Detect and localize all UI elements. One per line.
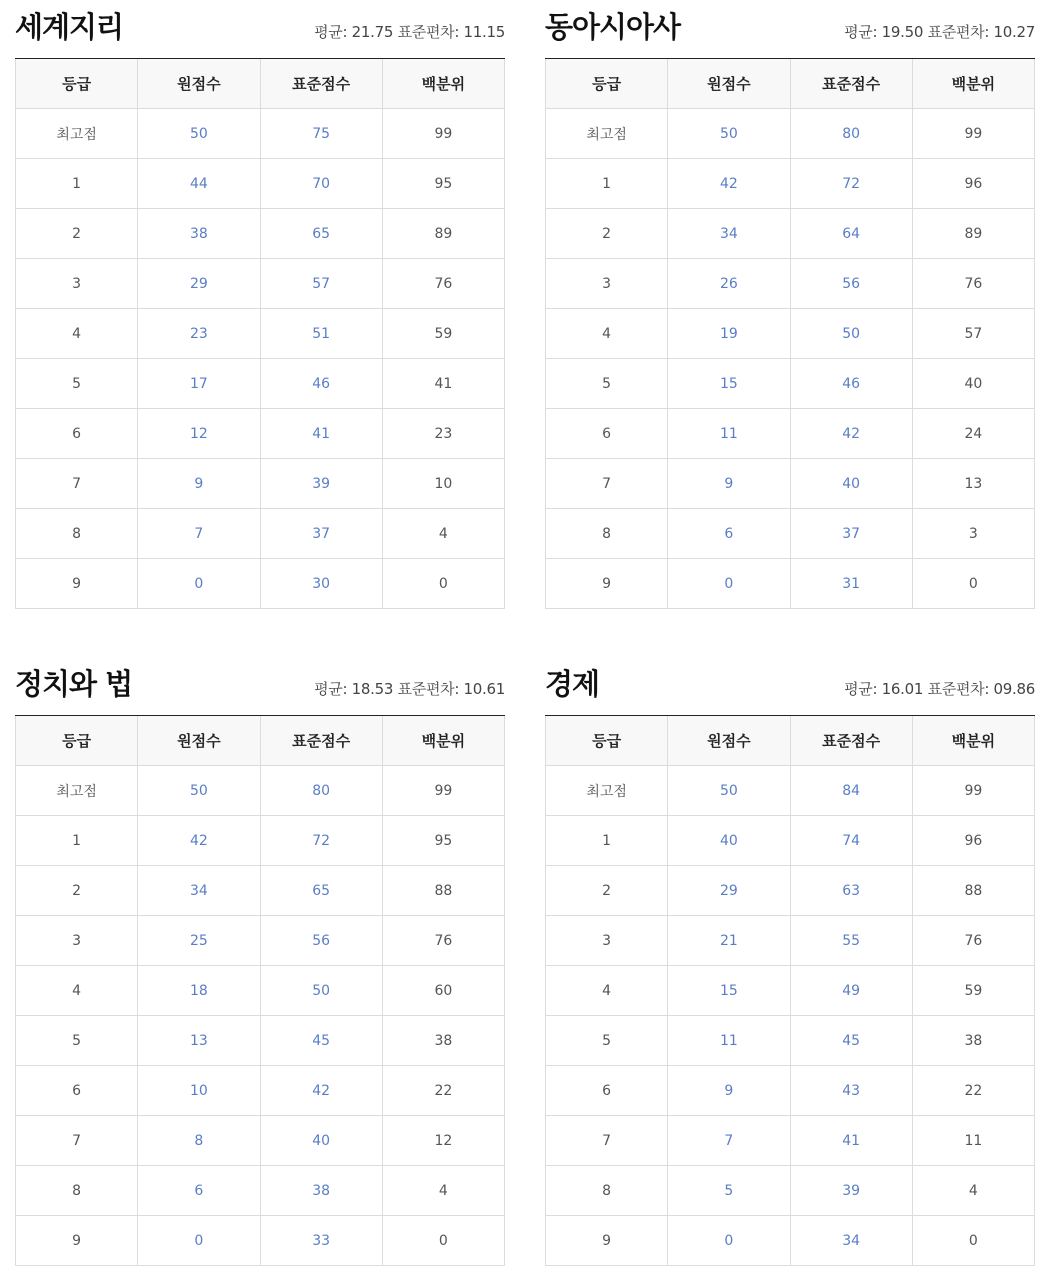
grade-table <box>545 59 1035 609</box>
grade-section-politics-and-law <box>15 657 505 1266</box>
table-row <box>546 209 1035 259</box>
table-row <box>16 1016 505 1066</box>
standard-score-cell: 45 <box>260 1016 382 1066</box>
percentile-cell: 99 <box>382 109 504 159</box>
standard-score-cell: 75 <box>260 109 382 159</box>
percentile-cell: 41 <box>382 359 504 409</box>
raw-score-cell: 11 <box>668 1016 790 1066</box>
grade-table <box>15 59 505 609</box>
raw-score-cell: 5 <box>668 1166 790 1216</box>
percentile-cell: 76 <box>912 916 1034 966</box>
raw-score-cell: 38 <box>138 209 260 259</box>
raw-score-cell: 6 <box>668 509 790 559</box>
standard-score-cell: 55 <box>790 916 912 966</box>
grade-cell: 6 <box>546 409 668 459</box>
grade-cell: 4 <box>546 309 668 359</box>
grade-cell: 9 <box>546 1216 668 1266</box>
table-row <box>16 1116 505 1166</box>
standard-score-cell: 63 <box>790 866 912 916</box>
table-row <box>546 409 1035 459</box>
table-row <box>546 559 1035 609</box>
section-title: 동아시아사 <box>545 10 681 44</box>
grade-cell: 2 <box>16 209 138 259</box>
raw-score-cell: 42 <box>668 159 790 209</box>
standard-score-cell: 65 <box>260 209 382 259</box>
table-header-row <box>546 716 1035 766</box>
grade-cell: 최고점 <box>16 109 138 159</box>
header-raw-score: 원점수 <box>138 59 260 109</box>
percentile-cell: 40 <box>912 359 1034 409</box>
percentile-cell: 24 <box>912 409 1034 459</box>
percentile-cell: 4 <box>912 1166 1034 1216</box>
table-row <box>16 766 505 816</box>
percentile-cell: 60 <box>382 966 504 1016</box>
raw-score-cell: 8 <box>138 1116 260 1166</box>
standard-score-cell: 42 <box>790 409 912 459</box>
standard-score-cell: 38 <box>260 1166 382 1216</box>
standard-score-cell: 42 <box>260 1066 382 1116</box>
table-header-row <box>16 59 505 109</box>
grade-section-east-asian-history <box>545 0 1035 609</box>
percentile-cell: 38 <box>382 1016 504 1066</box>
table-row <box>546 866 1035 916</box>
header-percentile: 백분위 <box>912 59 1034 109</box>
table-body <box>546 766 1035 1266</box>
grade-cell: 2 <box>546 866 668 916</box>
raw-score-cell: 21 <box>668 916 790 966</box>
header-standard-score: 표준점수 <box>790 59 912 109</box>
raw-score-cell: 19 <box>668 309 790 359</box>
table-row <box>16 866 505 916</box>
percentile-cell: 99 <box>382 766 504 816</box>
raw-score-cell: 44 <box>138 159 260 209</box>
table-header-row <box>546 59 1035 109</box>
grade-cell: 4 <box>16 309 138 359</box>
grade-cell: 1 <box>546 159 668 209</box>
raw-score-cell: 9 <box>138 459 260 509</box>
table-row <box>16 209 505 259</box>
header-raw-score: 원점수 <box>138 716 260 766</box>
grade-cell: 9 <box>546 559 668 609</box>
table-row <box>16 259 505 309</box>
raw-score-cell: 10 <box>138 1066 260 1116</box>
table-row <box>546 259 1035 309</box>
raw-score-cell: 15 <box>668 966 790 1016</box>
standard-score-cell: 70 <box>260 159 382 209</box>
standard-score-cell: 49 <box>790 966 912 1016</box>
standard-score-cell: 64 <box>790 209 912 259</box>
table-row <box>546 1016 1035 1066</box>
percentile-cell: 0 <box>382 1216 504 1266</box>
percentile-cell: 0 <box>912 559 1034 609</box>
grade-cell: 5 <box>16 359 138 409</box>
grade-cell: 3 <box>546 259 668 309</box>
standard-score-cell: 33 <box>260 1216 382 1266</box>
table-row <box>16 359 505 409</box>
percentile-cell: 0 <box>382 559 504 609</box>
grade-cell: 1 <box>16 816 138 866</box>
standard-score-cell: 51 <box>260 309 382 359</box>
standard-score-cell: 39 <box>260 459 382 509</box>
header-percentile: 백분위 <box>382 59 504 109</box>
table-header-row <box>16 716 505 766</box>
grade-cell: 4 <box>16 966 138 1016</box>
percentile-cell: 96 <box>912 159 1034 209</box>
grade-cell: 8 <box>546 1166 668 1216</box>
grade-cell: 5 <box>16 1016 138 1066</box>
grade-cell: 최고점 <box>546 766 668 816</box>
grade-cell: 7 <box>16 459 138 509</box>
table-row <box>16 816 505 866</box>
standard-score-cell: 37 <box>790 509 912 559</box>
standard-score-cell: 80 <box>790 109 912 159</box>
grade-cell: 9 <box>16 559 138 609</box>
standard-score-cell: 31 <box>790 559 912 609</box>
section-header <box>545 657 1035 716</box>
raw-score-cell: 50 <box>138 766 260 816</box>
percentile-cell: 12 <box>382 1116 504 1166</box>
raw-score-cell: 7 <box>138 509 260 559</box>
percentile-cell: 96 <box>912 816 1034 866</box>
header-grade: 등급 <box>546 59 668 109</box>
section-stats: 평균: 16.01 표준편차: 09.86 <box>844 680 1035 698</box>
table-row <box>546 309 1035 359</box>
standard-score-cell: 45 <box>790 1016 912 1066</box>
header-raw-score: 원점수 <box>668 716 790 766</box>
grade-section-economics <box>545 657 1035 1266</box>
table-row <box>546 816 1035 866</box>
table-row <box>546 109 1035 159</box>
table-row <box>546 1066 1035 1116</box>
table-row <box>546 359 1035 409</box>
standard-score-cell: 50 <box>790 309 912 359</box>
table-row <box>546 1216 1035 1266</box>
grade-cell: 8 <box>546 509 668 559</box>
raw-score-cell: 15 <box>668 359 790 409</box>
grade-table <box>15 716 505 1266</box>
grade-cell: 2 <box>16 866 138 916</box>
raw-score-cell: 34 <box>668 209 790 259</box>
raw-score-cell: 25 <box>138 916 260 966</box>
header-grade: 등급 <box>16 59 138 109</box>
table-row <box>546 1116 1035 1166</box>
raw-score-cell: 0 <box>138 559 260 609</box>
header-raw-score: 원점수 <box>668 59 790 109</box>
standard-score-cell: 72 <box>260 816 382 866</box>
table-row <box>16 559 505 609</box>
standard-score-cell: 57 <box>260 259 382 309</box>
percentile-cell: 76 <box>382 259 504 309</box>
table-row <box>16 409 505 459</box>
grade-cell: 8 <box>16 1166 138 1216</box>
standard-score-cell: 72 <box>790 159 912 209</box>
percentile-cell: 11 <box>912 1116 1034 1166</box>
percentile-cell: 22 <box>912 1066 1034 1116</box>
grade-cell: 7 <box>546 459 668 509</box>
table-row <box>546 509 1035 559</box>
standard-score-cell: 37 <box>260 509 382 559</box>
table-row <box>16 509 505 559</box>
table-row <box>546 459 1035 509</box>
grade-cell: 7 <box>546 1116 668 1166</box>
raw-score-cell: 34 <box>138 866 260 916</box>
raw-score-cell: 6 <box>138 1166 260 1216</box>
standard-score-cell: 46 <box>260 359 382 409</box>
standard-score-cell: 41 <box>260 409 382 459</box>
section-header <box>15 0 505 59</box>
grade-cell: 2 <box>546 209 668 259</box>
grade-cell: 6 <box>16 1066 138 1116</box>
table-row <box>16 1216 505 1266</box>
grade-cell: 4 <box>546 966 668 1016</box>
standard-score-cell: 74 <box>790 816 912 866</box>
grade-cell: 8 <box>16 509 138 559</box>
section-header <box>545 0 1035 59</box>
raw-score-cell: 50 <box>668 109 790 159</box>
section-title: 세계지리 <box>15 10 124 44</box>
grade-cell: 3 <box>546 916 668 966</box>
table-row <box>546 766 1035 816</box>
section-title: 경제 <box>545 667 600 701</box>
percentile-cell: 23 <box>382 409 504 459</box>
standard-score-cell: 40 <box>260 1116 382 1166</box>
percentile-cell: 95 <box>382 816 504 866</box>
grade-cell: 1 <box>546 816 668 866</box>
raw-score-cell: 40 <box>668 816 790 866</box>
raw-score-cell: 12 <box>138 409 260 459</box>
table-row <box>16 1066 505 1116</box>
raw-score-cell: 18 <box>138 966 260 1016</box>
standard-score-cell: 39 <box>790 1166 912 1216</box>
percentile-cell: 4 <box>382 509 504 559</box>
grade-cell: 최고점 <box>546 109 668 159</box>
table-row <box>16 966 505 1016</box>
raw-score-cell: 13 <box>138 1016 260 1066</box>
raw-score-cell: 17 <box>138 359 260 409</box>
raw-score-cell: 0 <box>668 559 790 609</box>
section-stats: 평균: 21.75 표준편차: 11.15 <box>314 23 505 41</box>
grade-cell: 1 <box>16 159 138 209</box>
raw-score-cell: 0 <box>668 1216 790 1266</box>
table-row <box>16 309 505 359</box>
header-grade: 등급 <box>16 716 138 766</box>
grade-cell: 6 <box>546 1066 668 1116</box>
raw-score-cell: 29 <box>668 866 790 916</box>
grade-cell: 3 <box>16 916 138 966</box>
percentile-cell: 4 <box>382 1166 504 1216</box>
raw-score-cell: 23 <box>138 309 260 359</box>
percentile-cell: 59 <box>912 966 1034 1016</box>
grade-cell: 5 <box>546 1016 668 1066</box>
header-standard-score: 표준점수 <box>260 716 382 766</box>
raw-score-cell: 42 <box>138 816 260 866</box>
raw-score-cell: 9 <box>668 1066 790 1116</box>
percentile-cell: 59 <box>382 309 504 359</box>
standard-score-cell: 30 <box>260 559 382 609</box>
percentile-cell: 89 <box>382 209 504 259</box>
grade-cell: 5 <box>546 359 668 409</box>
percentile-cell: 57 <box>912 309 1034 359</box>
header-percentile: 백분위 <box>382 716 504 766</box>
header-standard-score: 표준점수 <box>260 59 382 109</box>
grade-cell: 9 <box>16 1216 138 1266</box>
table-body <box>546 109 1035 609</box>
percentile-cell: 10 <box>382 459 504 509</box>
standard-score-cell: 43 <box>790 1066 912 1116</box>
standard-score-cell: 56 <box>790 259 912 309</box>
percentile-cell: 76 <box>912 259 1034 309</box>
percentile-cell: 22 <box>382 1066 504 1116</box>
percentile-cell: 76 <box>382 916 504 966</box>
raw-score-cell: 29 <box>138 259 260 309</box>
table-row <box>546 916 1035 966</box>
standard-score-cell: 40 <box>790 459 912 509</box>
raw-score-cell: 50 <box>138 109 260 159</box>
raw-score-cell: 26 <box>668 259 790 309</box>
grade-cell: 최고점 <box>16 766 138 816</box>
raw-score-cell: 0 <box>138 1216 260 1266</box>
raw-score-cell: 11 <box>668 409 790 459</box>
table-body <box>16 109 505 609</box>
percentile-cell: 3 <box>912 509 1034 559</box>
percentile-cell: 95 <box>382 159 504 209</box>
table-row <box>16 159 505 209</box>
raw-score-cell: 50 <box>668 766 790 816</box>
grade-section-world-geography <box>15 0 505 609</box>
standard-score-cell: 56 <box>260 916 382 966</box>
percentile-cell: 13 <box>912 459 1034 509</box>
percentile-cell: 88 <box>912 866 1034 916</box>
percentile-cell: 99 <box>912 766 1034 816</box>
raw-score-cell: 9 <box>668 459 790 509</box>
grade-cell: 7 <box>16 1116 138 1166</box>
standard-score-cell: 41 <box>790 1116 912 1166</box>
raw-score-cell: 7 <box>668 1116 790 1166</box>
percentile-cell: 88 <box>382 866 504 916</box>
table-row <box>16 1166 505 1216</box>
percentile-cell: 0 <box>912 1216 1034 1266</box>
table-row <box>16 459 505 509</box>
percentile-cell: 99 <box>912 109 1034 159</box>
section-header <box>15 657 505 716</box>
table-row <box>546 1166 1035 1216</box>
standard-score-cell: 80 <box>260 766 382 816</box>
table-row <box>16 916 505 966</box>
standard-score-cell: 50 <box>260 966 382 1016</box>
percentile-cell: 89 <box>912 209 1034 259</box>
standard-score-cell: 34 <box>790 1216 912 1266</box>
header-percentile: 백분위 <box>912 716 1034 766</box>
percentile-cell: 38 <box>912 1016 1034 1066</box>
grade-cell: 6 <box>16 409 138 459</box>
header-standard-score: 표준점수 <box>790 716 912 766</box>
table-row <box>16 109 505 159</box>
section-stats: 평균: 18.53 표준편차: 10.61 <box>314 680 505 698</box>
section-title: 정치와 법 <box>15 667 133 701</box>
table-row <box>546 159 1035 209</box>
standard-score-cell: 46 <box>790 359 912 409</box>
grade-table <box>545 716 1035 1266</box>
table-body <box>16 766 505 1266</box>
grade-cell: 3 <box>16 259 138 309</box>
standard-score-cell: 65 <box>260 866 382 916</box>
section-stats: 평균: 19.50 표준편차: 10.27 <box>844 23 1035 41</box>
table-row <box>546 966 1035 1016</box>
header-grade: 등급 <box>546 716 668 766</box>
standard-score-cell: 84 <box>790 766 912 816</box>
